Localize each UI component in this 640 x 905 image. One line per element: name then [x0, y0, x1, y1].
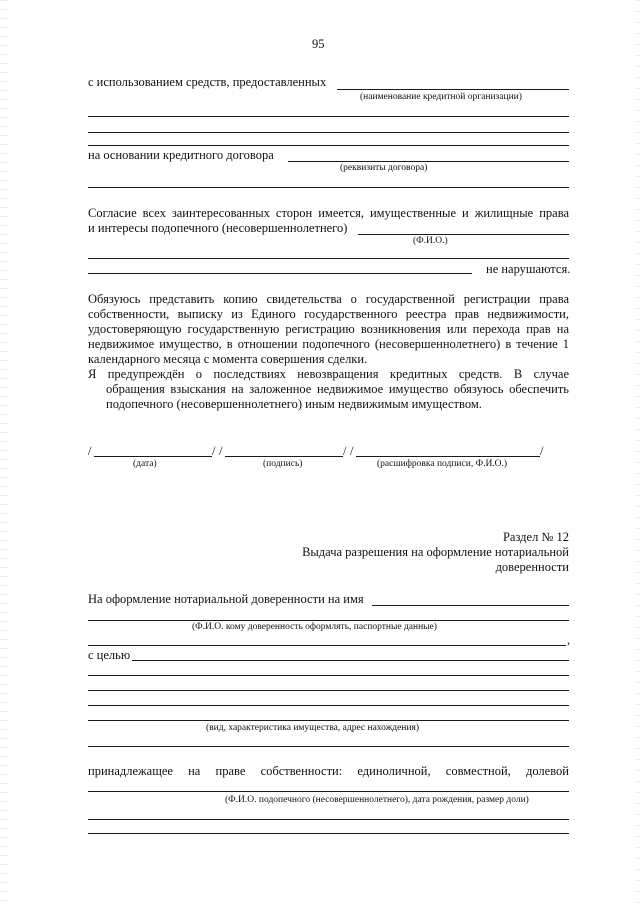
- ownership-word: на: [188, 764, 201, 778]
- warning-line: подопечного (несовершеннолетнего) иным недвижимым имуществом.: [106, 397, 482, 411]
- consent-line-2: и интересы подопечного (несовершеннолетнего): [88, 221, 348, 235]
- purpose-label: с целью: [88, 648, 131, 662]
- signature-line: [225, 456, 343, 457]
- blank-line: [88, 675, 569, 676]
- blank-line: [88, 690, 569, 691]
- slash: /: [219, 444, 223, 458]
- signature-caption: (подпись): [263, 459, 303, 469]
- ownership-word: собственности:: [260, 764, 343, 778]
- ownership-word: долевой: [525, 764, 569, 778]
- slash: /: [343, 444, 347, 458]
- contract-basis-label: на основании кредитного договора: [88, 148, 274, 162]
- section-title-line-1: Выдача разрешения на оформление нотариальной: [302, 545, 569, 559]
- proxy-label: На оформление нотариальной доверенности на имя: [88, 592, 364, 606]
- slash: /: [212, 444, 216, 458]
- blank-line: [88, 645, 566, 646]
- blank-line: [88, 746, 569, 747]
- slash: /: [88, 444, 92, 458]
- obligation-line: Обязуюсь представить копию свидетельства о государственной регистрации права: [88, 292, 569, 306]
- comma: ,: [567, 633, 571, 647]
- blank-line: [88, 145, 569, 146]
- obligation-line: удостоверяющую государственную регистрацию возникновения или перехода прав на: [88, 322, 569, 336]
- blank-line: [88, 833, 569, 834]
- warning-paragraph: [88, 367, 569, 382]
- page-number: 95: [312, 37, 325, 51]
- blank-line: [88, 791, 569, 792]
- consent-text-1: Согласие всех заинтересованных сторон имеется, имущественные и жилищные права: [88, 206, 569, 220]
- obligation-line: собственности, выписку из Единого государственного реестра прав недвижимости,: [88, 307, 569, 321]
- blank-line: [88, 187, 569, 188]
- bank-name-line: [337, 89, 569, 90]
- contract-caption: (реквизиты договора): [340, 163, 428, 173]
- obligation-paragraph: [88, 292, 569, 367]
- person-caption: (Ф.И.О. кому доверенность оформлять, паспортные данные): [192, 622, 437, 632]
- warning-line: Я предупреждён о последствиях невозвращения кредитных средств. В случае: [88, 367, 569, 381]
- scan-edge-right: [635, 0, 640, 905]
- blank-line: [88, 819, 569, 820]
- section-number: Раздел № 12: [502, 530, 569, 544]
- blank-line: [88, 116, 569, 117]
- consent-line-1: [88, 206, 569, 221]
- slash: /: [350, 444, 354, 458]
- date-line: [94, 456, 212, 457]
- ownership-word: принадлежащее: [88, 764, 173, 778]
- warning-line: обращения взыскания на заложенное недвижимое имущество обязуюсь обеспечить: [106, 382, 569, 396]
- ownership-word: единоличной,: [357, 764, 431, 778]
- proxy-person-line: [372, 605, 569, 606]
- obligation-line: календарного месяца с момента совершения сделки.: [88, 352, 368, 366]
- contract-line: [288, 161, 569, 162]
- obligation-line: недвижимое имущество, в отношении подопечного (несовершеннолетнего) в течение 1: [88, 337, 569, 351]
- scan-edge-left: [0, 0, 7, 905]
- property-caption: (вид, характеристика имущества, адрес нахождения): [206, 723, 420, 733]
- date-caption: (дата): [133, 459, 157, 469]
- section-title-line-2: доверенности: [495, 560, 569, 574]
- blank-line: [88, 258, 569, 259]
- ownership-word: праве: [215, 764, 246, 778]
- not-violated-text: не нарушаются.: [486, 262, 571, 276]
- slash: /: [540, 444, 544, 458]
- blank-line: [88, 705, 569, 706]
- ownership-line: [88, 764, 569, 779]
- blank-line: [88, 620, 569, 621]
- ward-caption: (Ф.И.О. подопечного (несовершеннолетнего), дата рождения, размер доли): [225, 795, 529, 805]
- decode-line: [356, 456, 540, 457]
- ward-fio-line: [358, 234, 569, 235]
- bank-name-caption: (наименование кредитной организации): [360, 92, 522, 102]
- blank-line: [88, 132, 569, 133]
- decode-caption: (расшифровка подписи, Ф.И.О.): [377, 459, 508, 469]
- blank-line: [88, 273, 472, 274]
- fio-caption: (Ф.И.О.): [413, 236, 448, 246]
- ownership-word: совместной,: [445, 764, 511, 778]
- blank-line: [88, 720, 569, 721]
- using-means-label: с использованием средств, предоставленных: [88, 75, 327, 89]
- purpose-line: [132, 660, 569, 661]
- warning-paragraph-cont: [106, 382, 569, 412]
